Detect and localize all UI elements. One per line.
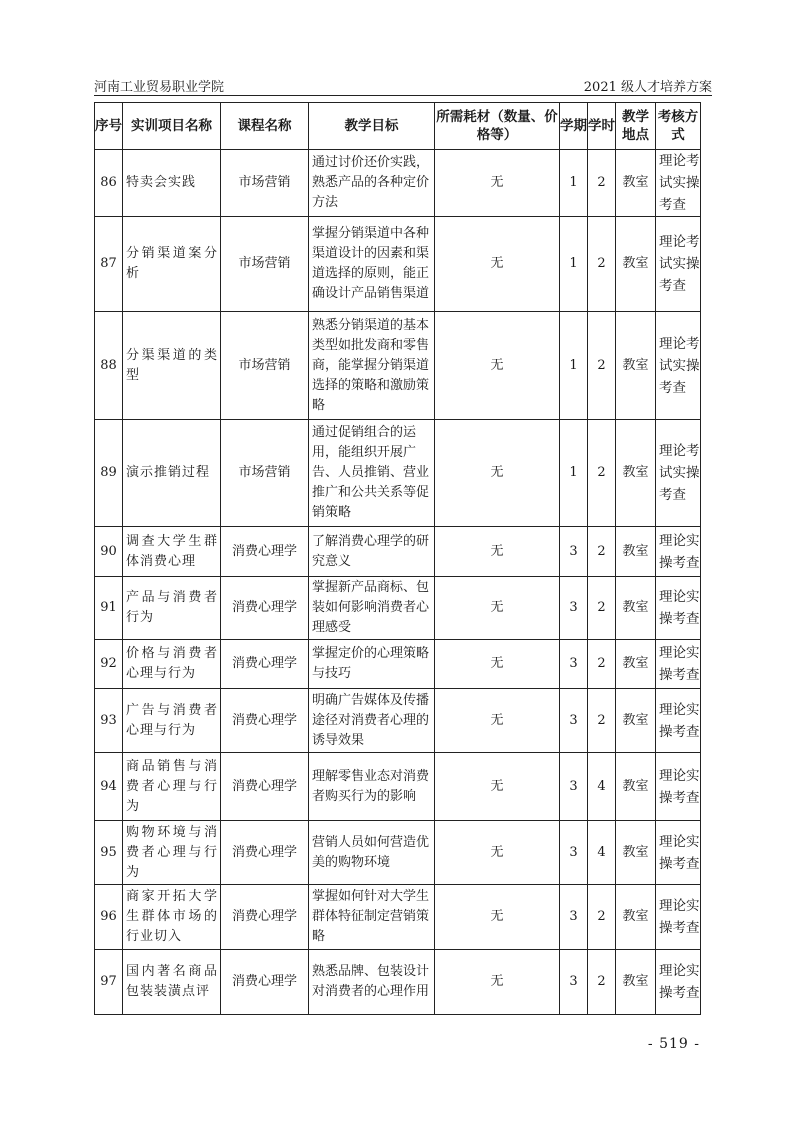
col-goal: 教学目标	[309, 103, 435, 150]
row-exam: 理论实操考查	[656, 640, 701, 689]
col-place: 教学地点	[616, 103, 656, 150]
row-no: 92	[95, 640, 123, 689]
row-exam: 理论实操考查	[656, 527, 701, 577]
row-course: 消费心理学	[221, 640, 309, 689]
row-no: 93	[95, 689, 123, 753]
row-hours: 2	[588, 640, 616, 689]
row-name: 分销渠道案分析	[123, 217, 221, 312]
row-goal: 理解零售业态对消费者购买行为的影响	[309, 753, 435, 821]
document-title: 2021 级人才培养方案	[583, 80, 712, 95]
row-course: 消费心理学	[221, 753, 309, 821]
row-exam: 理论考试实操考查	[656, 420, 701, 527]
row-goal: 通过促销组合的运用，能组织开展广告、人员推销、营业推广和公共关系等促销策略	[309, 420, 435, 527]
row-place: 教室	[616, 312, 656, 420]
row-place: 教室	[616, 950, 656, 1015]
row-name: 广告与消费者心理与行为	[123, 689, 221, 753]
row-no: 90	[95, 527, 123, 577]
row-goal: 了解消费心理学的研究意义	[309, 527, 435, 577]
row-goal: 通过讨价还价实践，熟悉产品的各种定价方法	[309, 150, 435, 217]
training-table	[94, 102, 701, 1015]
table-row	[95, 950, 701, 1015]
col-name: 实训项目名称	[123, 103, 221, 150]
row-no: 97	[95, 950, 123, 1015]
row-material: 无	[435, 312, 560, 420]
row-place: 教室	[616, 527, 656, 577]
row-goal: 明确广告媒体及传播途径对消费者心理的诱导效果	[309, 689, 435, 753]
row-material: 无	[435, 689, 560, 753]
row-exam: 理论考试实操考查	[656, 217, 701, 312]
row-name: 商品销售与消费者心理与行为	[123, 753, 221, 821]
row-course: 消费心理学	[221, 689, 309, 753]
table-header-row	[95, 103, 701, 150]
row-place: 教室	[616, 217, 656, 312]
table-row	[95, 640, 701, 689]
row-no: 95	[95, 821, 123, 885]
row-place: 教室	[616, 577, 656, 640]
row-hours: 2	[588, 527, 616, 577]
row-hours: 2	[588, 150, 616, 217]
row-term: 3	[560, 753, 588, 821]
row-place: 教室	[616, 640, 656, 689]
table-row	[95, 753, 701, 821]
header-rule	[94, 95, 712, 96]
row-goal: 熟悉品牌、包装设计对消费者的心理作用	[309, 950, 435, 1015]
row-term: 3	[560, 885, 588, 950]
row-course: 消费心理学	[221, 527, 309, 577]
row-exam: 理论考试实操考查	[656, 150, 701, 217]
row-no: 89	[95, 420, 123, 527]
row-material: 无	[435, 527, 560, 577]
row-material: 无	[435, 885, 560, 950]
row-goal: 掌握如何针对大学生群体特征制定营销策略	[309, 885, 435, 950]
row-name: 商家开拓大学生群体市场的行业切入	[123, 885, 221, 950]
row-course: 市场营销	[221, 312, 309, 420]
col-exam: 考核方式	[656, 103, 701, 150]
row-hours: 2	[588, 689, 616, 753]
page-header	[94, 76, 712, 94]
row-place: 教室	[616, 689, 656, 753]
row-no: 96	[95, 885, 123, 950]
row-exam: 理论考试实操考查	[656, 312, 701, 420]
row-term: 3	[560, 577, 588, 640]
page-number: - 519 -	[647, 1036, 700, 1052]
row-hours: 2	[588, 950, 616, 1015]
col-material: 所需耗材（数量、价格等）	[435, 103, 560, 150]
row-name: 特卖会实践	[123, 150, 221, 217]
row-goal: 熟悉分销渠道的基本类型如批发商和零售商，能掌握分销渠道选择的策略和激励策略	[309, 312, 435, 420]
table-row	[95, 312, 701, 420]
table-row	[95, 217, 701, 312]
row-exam: 理论实操考查	[656, 689, 701, 753]
row-no: 87	[95, 217, 123, 312]
row-no: 88	[95, 312, 123, 420]
row-term: 3	[560, 689, 588, 753]
table-row	[95, 527, 701, 577]
row-course: 市场营销	[221, 150, 309, 217]
row-term: 1	[560, 150, 588, 217]
col-no: 序号	[95, 103, 123, 150]
row-name: 价格与消费者心理与行为	[123, 640, 221, 689]
row-place: 教室	[616, 821, 656, 885]
row-name: 国内著名商品包装装潢点评	[123, 950, 221, 1015]
row-hours: 2	[588, 217, 616, 312]
row-hours: 4	[588, 753, 616, 821]
table-row	[95, 150, 701, 217]
row-course: 消费心理学	[221, 885, 309, 950]
row-course: 消费心理学	[221, 821, 309, 885]
row-material: 无	[435, 753, 560, 821]
row-no: 86	[95, 150, 123, 217]
row-course: 市场营销	[221, 217, 309, 312]
row-hours: 2	[588, 312, 616, 420]
row-exam: 理论实操考查	[656, 950, 701, 1015]
row-course: 消费心理学	[221, 950, 309, 1015]
row-material: 无	[435, 821, 560, 885]
school-name: 河南工业贸易职业学院	[94, 80, 225, 95]
row-term: 3	[560, 821, 588, 885]
table-row	[95, 420, 701, 527]
row-hours: 2	[588, 420, 616, 527]
row-term: 3	[560, 527, 588, 577]
row-place: 教室	[616, 753, 656, 821]
row-goal: 掌握分销渠道中各种渠道设计的因素和渠道选择的原则，能正确设计产品销售渠道	[309, 217, 435, 312]
row-material: 无	[435, 217, 560, 312]
row-name: 购物环境与消费者心理与行为	[123, 821, 221, 885]
row-material: 无	[435, 577, 560, 640]
row-material: 无	[435, 420, 560, 527]
row-exam: 理论实操考查	[656, 821, 701, 885]
row-name: 产品与消费者行为	[123, 577, 221, 640]
row-exam: 理论实操考查	[656, 885, 701, 950]
row-no: 94	[95, 753, 123, 821]
row-term: 1	[560, 312, 588, 420]
row-term: 3	[560, 950, 588, 1015]
row-term: 3	[560, 640, 588, 689]
row-place: 教室	[616, 885, 656, 950]
row-name: 分渠渠道的类型	[123, 312, 221, 420]
row-name: 演示推销过程	[123, 420, 221, 527]
row-place: 教室	[616, 420, 656, 527]
table-row	[95, 885, 701, 950]
row-goal: 掌握新产品商标、包装如何影响消费者心理感受	[309, 577, 435, 640]
row-no: 91	[95, 577, 123, 640]
row-material: 无	[435, 640, 560, 689]
table-row	[95, 689, 701, 753]
row-exam: 理论实操考查	[656, 577, 701, 640]
row-term: 1	[560, 420, 588, 527]
row-hours: 2	[588, 885, 616, 950]
table-row	[95, 577, 701, 640]
row-place: 教室	[616, 150, 656, 217]
row-course: 市场营销	[221, 420, 309, 527]
row-hours: 2	[588, 577, 616, 640]
col-hours: 学时	[588, 103, 616, 150]
row-name: 调查大学生群体消费心理	[123, 527, 221, 577]
table-row	[95, 821, 701, 885]
col-course: 课程名称	[221, 103, 309, 150]
row-exam: 理论实操考查	[656, 753, 701, 821]
row-course: 消费心理学	[221, 577, 309, 640]
col-term: 学期	[560, 103, 588, 150]
row-hours: 4	[588, 821, 616, 885]
row-goal: 掌握定价的心理策略与技巧	[309, 640, 435, 689]
row-material: 无	[435, 150, 560, 217]
row-goal: 营销人员如何营造优美的购物环境	[309, 821, 435, 885]
row-term: 1	[560, 217, 588, 312]
row-material: 无	[435, 950, 560, 1015]
